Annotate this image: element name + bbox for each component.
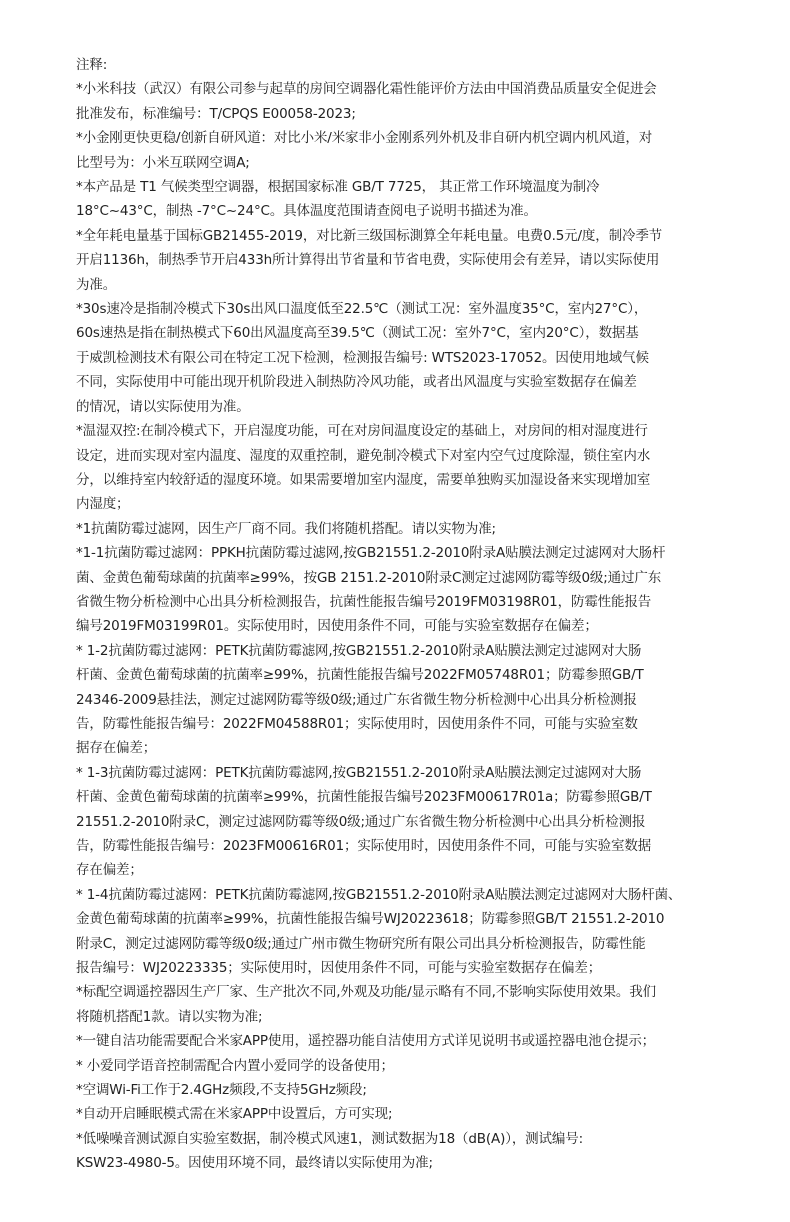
notes-title: 注释:	[76, 57, 108, 73]
note-line: 省微生物分析检测中心出具分析检测报告，抗菌性能报告编号2019FM03198R01，防霉性能报告	[76, 593, 652, 610]
note-item	[76, 1078, 726, 1102]
notes-list	[76, 77, 726, 1175]
note-line: 开启1136h，制热季节开启433h所计算得出节省量和节省电费，实际使用会有差异，请以实际使用	[76, 252, 660, 269]
note-line: 分，以维持室内较舒适的湿度环境。如果需要增加室内湿度，需要单独购买加湿设备来实现增加室	[76, 471, 651, 488]
note-line: * 1-4抗菌防霉过滤网：PETK抗菌防霉滤网,按GB21551.2-2010附录A贴膜法测定过滤网对大肠杆菌、	[76, 886, 682, 903]
note-line: 比型号为：小米互联网空调A;	[76, 154, 250, 171]
note-item	[76, 419, 726, 517]
note-line: 设定，进而实现对室内温度、湿度的双重控制，避免制冷模式下对室内空气过度除湿，锁住室内水	[76, 447, 651, 464]
note-line: 于威凯检测技术有限公司在特定工况下检测，检测报告编号: WTS2023-17052。因使用地域气候	[76, 349, 649, 366]
note-item	[76, 1127, 726, 1176]
note-line: 的情况，请以实际使用为准。	[76, 398, 250, 415]
note-line: 告，防霉性能报告编号：2023FM00616R01；实际使用时，因使用条件不同，可能与实验室数据	[76, 838, 652, 854]
note-item	[76, 639, 726, 761]
note-item	[76, 126, 726, 175]
note-item	[76, 541, 726, 639]
note-line: 60s速热是指在制热模式下60出风温度高至39.5℃（测试工况：室外7°C，室内20°C），数据基	[76, 325, 639, 342]
note-item	[76, 761, 726, 883]
note-line: 存在偏差；	[76, 862, 143, 879]
note-line: 金黄色葡萄球菌的抗菌率≥99%，抗菌性能报告编号WJ20223618；防霉参照GB/T 21551.2-2010	[76, 911, 665, 928]
note-item	[76, 980, 726, 1029]
note-line: 附录C，测定过滤网防霉等级0级;通过广州市微生物研究所有限公司出具分析检测报告，防霉性能	[76, 935, 646, 952]
notes-section	[76, 53, 726, 1176]
note-line: 报告编号：WJ20223335；实际使用时，因使用条件不同，可能与实验室数据存在偏差；	[76, 960, 602, 977]
note-item	[76, 1029, 726, 1053]
note-line: KSW23-4980-5。因使用环境不同，最终请以实际使用为准;	[76, 1155, 433, 1172]
note-item	[76, 1054, 726, 1078]
note-line: 不同，实际使用中可能出现开机阶段进入制热防冷风功能，或者出风温度与实验室数据存在偏差	[76, 374, 637, 391]
note-line: 批准发布，标准编号：T/CPQS E00058-2023;	[76, 105, 356, 122]
note-line: 杆菌、金黄色葡萄球菌的抗菌率≥99%，抗菌性能报告编号2022FM05748R01；防霉参照GB/T	[76, 667, 644, 684]
note-line: 内湿度；	[76, 496, 130, 513]
note-line: 菌、金黄色葡萄球菌的抗菌率≥99%，按GB 2151.2-2010附录C测定过滤网防霉等级0级;通过广东	[76, 569, 662, 586]
note-line: *30s速冷是指制冷模式下30s出风口温度低至22.5℃（测试工况：室外温度35°C，室内27°C），	[76, 301, 648, 318]
note-line: *1抗菌防霉过滤网，因生产厂商不同。我们将随机搭配。请以实物为准;	[76, 520, 496, 537]
note-item	[76, 297, 726, 419]
note-line: 21551.2-2010附录C，测定过滤网防霉等级0级;通过广东省微生物分析检测中心出具分析检测报	[76, 813, 646, 830]
note-line: *一键自洁功能需要配合米家APP使用，遥控器功能自洁使用方式详见说明书或遥控器电池仓提示；	[76, 1033, 656, 1050]
note-item	[76, 175, 726, 224]
note-item	[76, 77, 726, 126]
note-line: * 1-2抗菌防霉过滤网：PETK抗菌防霉滤网,按GB21551.2-2010附录A贴膜法测定过滤网对大肠	[76, 642, 642, 659]
note-line: 为准。	[76, 276, 117, 293]
note-line: *自动开启睡眠模式需在米家APP中设置后，方可实现;	[76, 1106, 393, 1123]
note-line: *小金刚更快更稳/创新自研风道：对比小米/米家非小金刚系列外机及非自研内机空调内机风道，对	[76, 130, 653, 147]
note-item	[76, 1102, 726, 1126]
note-line: *低噪噪音测试源自实验室数据，制冷模式风速1，测试数据为18（dB(A)），测试编号:	[76, 1130, 583, 1147]
note-item	[76, 517, 726, 541]
note-item	[76, 224, 726, 297]
note-item	[76, 883, 726, 981]
note-line: 杆菌、金黄色葡萄球菌的抗菌率≥99%，抗菌性能报告编号2023FM00617R01a；防霉参照GB/T	[76, 789, 652, 806]
note-line: 将随机搭配1款。请以实物为准;	[76, 1008, 263, 1025]
note-line: *温湿双控:在制冷模式下，开启湿度功能，可在对房间温度设定的基础上，对房间的相对湿度进行	[76, 423, 648, 440]
note-line: 编号2019FM03199R01。实际使用时，因使用条件不同，可能与实验室数据存在偏差；	[76, 618, 598, 635]
note-line: 18°C~43°C，制热 -7°C~24°C。具体温度范围请查阅电子说明书描述为准。	[76, 203, 537, 220]
note-line: 据存在偏差；	[76, 740, 157, 757]
note-line: 24346-2009悬挂法，测定过滤网防霉等级0级;通过广东省微生物分析检测中心出具分析检测报	[76, 691, 637, 708]
note-line: *1-1抗菌防霉过滤网：PPKH抗菌防霉过滤网,按GB21551.2-2010附录A贴膜法测定过滤网对大肠杆	[76, 545, 666, 562]
note-line: *本产品是 T1 气候类型空调器，根据国家标准 GB/T 7725， 其正常工作环境温度为制冷	[76, 179, 600, 196]
note-line: 告，防霉性能报告编号：2022FM04588R01；实际使用时，因使用条件不同，可能与实验室数	[76, 715, 638, 732]
note-line: * 1-3抗菌防霉过滤网：PETK抗菌防霉滤网,按GB21551.2-2010附录A贴膜法测定过滤网对大肠	[76, 764, 642, 781]
note-line: *标配空调遥控器因生产厂家、生产批次不同,外观及功能/显示略有不同,不影响实际使用效果。我们	[76, 984, 656, 1001]
note-line: *全年耗电量基于国标GB21455-2019，对比新三级国标測算全年耗电量。电费0.5元/度，制冷季节	[76, 227, 663, 244]
note-line: * 小爱同学语音控制需配合内置小爱同学的设备使用；	[76, 1057, 394, 1074]
note-line: *空调Wi-Fi工作于2.4GHz频段,不支持5GHz频段;	[76, 1082, 367, 1099]
note-line: *小米科技（武汉）有限公司参与起草的房间空调器化霜性能评价方法由中国消费品质量安全促进会	[76, 81, 657, 98]
